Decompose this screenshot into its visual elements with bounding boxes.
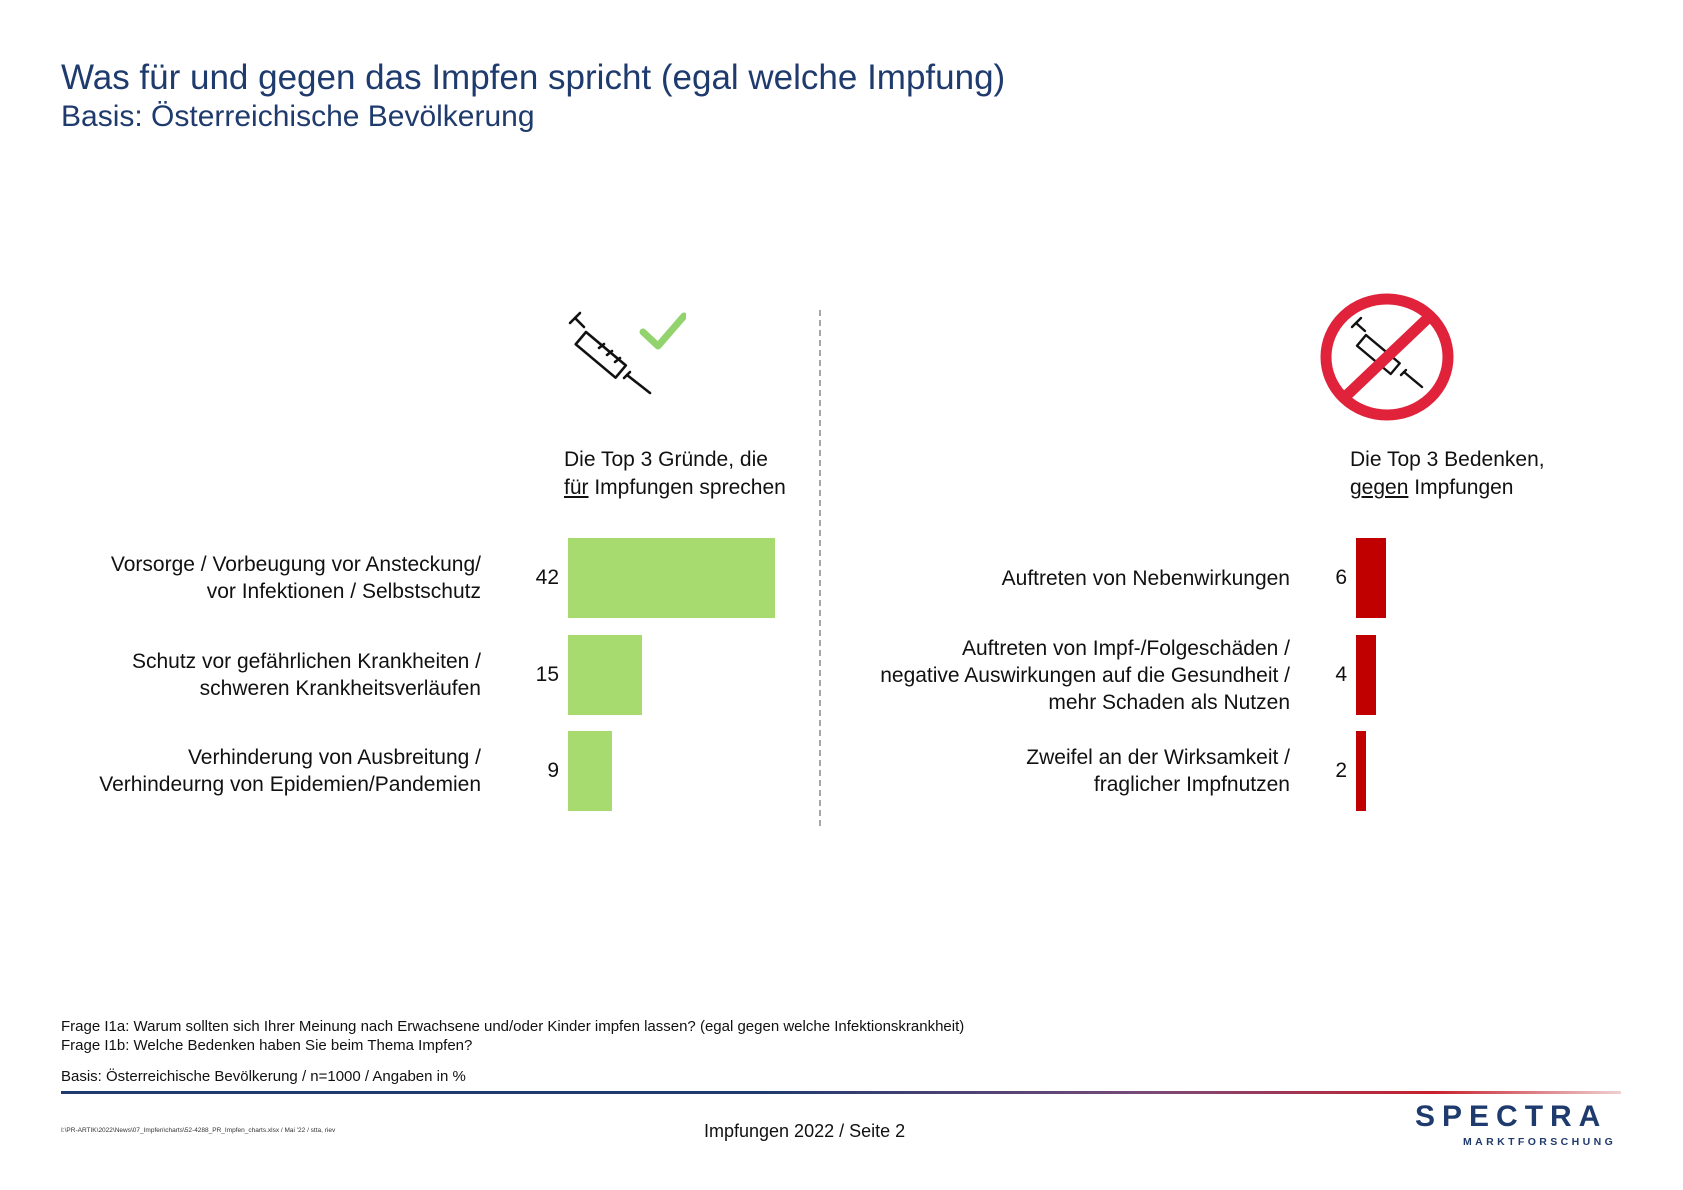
con-chart-header — [1350, 446, 1545, 502]
con-header-line2: Impfungen — [1408, 476, 1514, 499]
category-label-line: Vorsorge / Vorbeugung vor Ansteckung/ — [110, 553, 481, 576]
syringe-check-icon — [566, 310, 686, 396]
pro-category-label — [132, 648, 481, 702]
con-value-label: 2 — [1335, 759, 1347, 782]
category-label-line: negative Auswirkungen auf die Gesundheit / — [880, 663, 1290, 687]
category-label-line: schweren Krankheitsverläufen — [199, 677, 481, 700]
logo-tagline: MARKTFORSCHUNG — [1463, 1136, 1617, 1148]
pro-bar — [568, 731, 612, 811]
con-header-line1: Die Top 3 Bedenken, — [1350, 448, 1545, 471]
footer-rule — [61, 1091, 1621, 1094]
pro-chart-header — [564, 446, 786, 502]
pro-header-line2: Impfungen sprechen — [588, 476, 786, 499]
pro-header-line1: Die Top 3 Gründe, die — [564, 448, 768, 471]
con-header-underlined: gegen — [1350, 476, 1409, 499]
con-category-label — [1026, 744, 1290, 798]
pro-bar — [568, 635, 642, 715]
footnote-question-b: Frage I1b: Welche Bedenken haben Sie beim Thema Impfen? — [61, 1037, 473, 1054]
con-category-label — [1002, 565, 1290, 592]
pro-value-label: 9 — [547, 759, 559, 782]
spectra-logo: SPECTRA — [1415, 1100, 1608, 1133]
con-value-label: 4 — [1335, 663, 1347, 686]
pro-header-underlined: für — [564, 476, 589, 499]
footnotes — [61, 1017, 964, 1055]
category-label-line: Auftreten von Nebenwirkungen — [1001, 566, 1290, 590]
column-divider — [819, 310, 821, 826]
page-subtitle: Basis: Österreichische Bevölkerung — [61, 100, 535, 133]
category-label-line: Verhindeurng von Epidemien/Pandemien — [99, 773, 481, 796]
category-label-line: Schutz vor gefährlichen Krankheiten / — [131, 650, 481, 673]
file-path: I:\PR-ARTIK\2022\News\07_Impfen\charts\52-4288_PR_Impfen_charts.xlsx / Mai '22 / stta, riev — [61, 1127, 336, 1134]
basis-note: Basis: Österreichische Bevölkerung / n=1000 / Angaben in % — [61, 1068, 466, 1085]
con-bar — [1356, 538, 1386, 618]
con-value-label: 6 — [1335, 566, 1347, 589]
page-title: Was für und gegen das Impfen spricht (egal welche Impfung) — [61, 58, 1006, 97]
pro-category-label — [99, 744, 481, 798]
footnote-question-a: Frage I1a: Warum sollten sich Ihrer Meinung nach Erwachsene und/oder Kinder impfen lassen? (egal gegen welche Infektionskrankheit) — [61, 1018, 965, 1035]
category-label-line: Zweifel an der Wirksamkeit / — [1026, 746, 1290, 769]
category-label-line: fraglicher Impfnutzen — [1093, 773, 1290, 796]
pro-bar — [568, 538, 775, 618]
pro-value-label: 42 — [535, 566, 559, 589]
category-label-line: Verhinderung von Ausbreitung / — [187, 746, 481, 769]
pro-value-label: 15 — [535, 663, 559, 686]
category-label-line: Auftreten von Impf-/Folgeschäden / — [961, 636, 1290, 660]
pro-category-label — [111, 551, 481, 605]
con-category-label — [880, 635, 1290, 716]
category-label-line: mehr Schaden als Nutzen — [1048, 690, 1290, 714]
con-bar — [1356, 635, 1376, 715]
category-label-line: vor Infektionen / Selbstschutz — [206, 580, 481, 603]
syringe-prohibited-icon — [1318, 291, 1456, 423]
page-footer: Impfungen 2022 / Seite 2 — [704, 1121, 906, 1141]
con-bar — [1356, 731, 1366, 811]
